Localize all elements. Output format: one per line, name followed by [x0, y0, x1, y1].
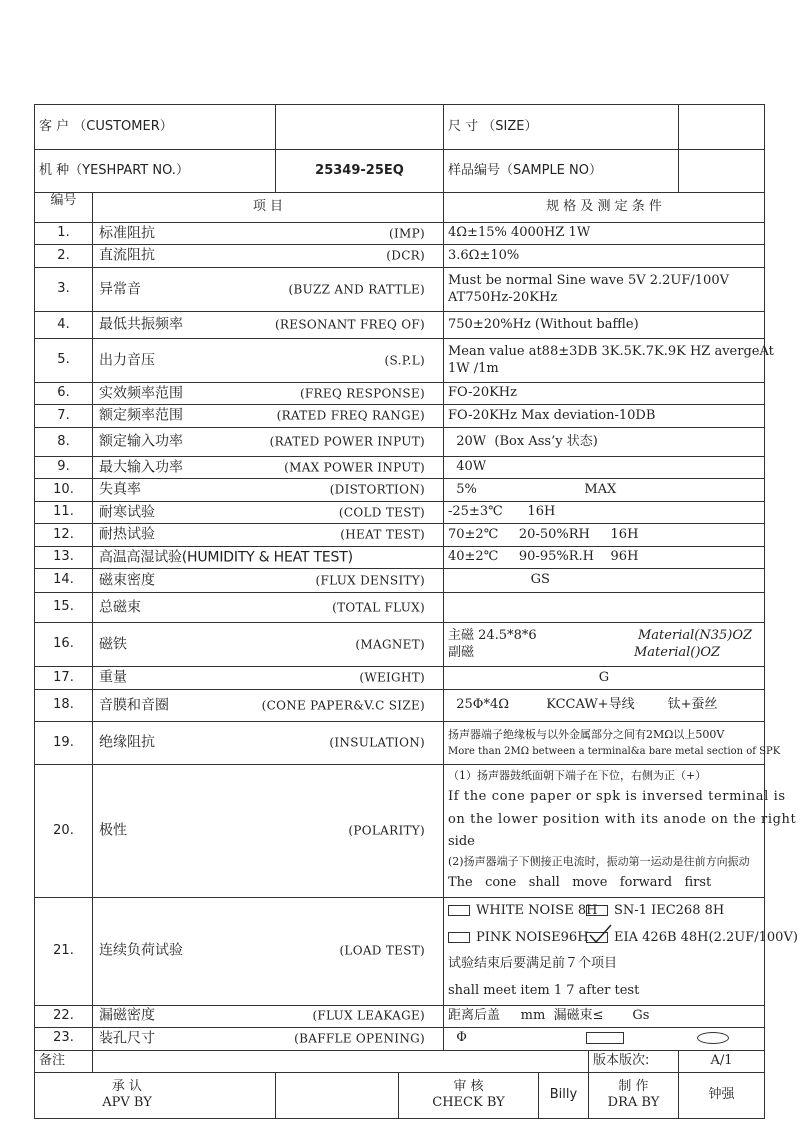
row-number: 8.: [35, 428, 93, 457]
item-en: (FREQ RESPONSE): [299, 386, 425, 400]
check-label-en: CHECK BY: [432, 1095, 505, 1111]
row-spec: [444, 268, 765, 312]
row-item: [93, 479, 444, 502]
item-zh: 耐热试验: [99, 526, 155, 543]
spec-line: (2)扬声器端子下侧接正电流时，振动第一运动是往前方向振动: [448, 855, 750, 869]
row-item: [93, 623, 444, 667]
table-row: [35, 383, 765, 405]
item-zh: 出力音压: [99, 351, 155, 368]
spec-line: If the cone paper or spk is inversed terminal is: [448, 789, 786, 805]
item-en: (LOAD TEST): [339, 943, 425, 958]
item-en: (IMP): [389, 226, 425, 240]
white-noise-checkbox[interactable]: [448, 905, 470, 916]
spec-line: side: [448, 834, 475, 849]
version-label: 版本版次:: [589, 1050, 679, 1072]
row-item: [93, 1027, 444, 1050]
size-value: [679, 105, 765, 150]
row-item: [93, 339, 444, 383]
table-row: [35, 245, 765, 268]
row-spec: [444, 722, 781, 765]
row-spec: [444, 593, 765, 623]
item-en: (WEIGHT): [359, 670, 425, 685]
check-mark-icon: [587, 924, 613, 944]
row-item: [93, 722, 444, 765]
spec-line: Mean value at88±3DB 3K.5K.7K.9K HZ avergeAt: [448, 344, 774, 360]
table-row: [35, 765, 765, 898]
load-note-zh: 试验结束后要满足前７个项目: [448, 956, 618, 972]
row-spec: 750±20%Hz (Without baffle): [444, 312, 765, 339]
item-en: (RATED POWER INPUT): [269, 434, 425, 449]
item-zh: 耐寒试验: [99, 503, 155, 520]
table-row: [35, 1005, 765, 1027]
item-zh: 音膜和音圈: [99, 696, 169, 713]
row-item: [93, 547, 444, 569]
magnet-sub: 副磁: [448, 644, 475, 660]
spec-line: 1W /1m: [448, 360, 499, 376]
item-zh: 额定频率范围: [99, 407, 183, 424]
item-en: (BUZZ AND RATTLE): [288, 282, 425, 296]
table-row: [35, 898, 765, 1006]
customer-label: 客 户 （CUSTOMER）: [35, 105, 276, 150]
spec-line: The cone shall move forward first: [448, 875, 712, 891]
sn1-label: SN-1 IEC268 8H: [614, 903, 725, 918]
row-number: 3.: [35, 268, 93, 312]
spec-line: （1）扬声器鼓纸面朝下端子在下位，右侧为正（+）: [448, 769, 707, 783]
item-zh: 额定输入功率: [99, 433, 183, 450]
row-spec: 40W: [444, 457, 765, 479]
item-en: (BAFFLE OPENING): [294, 1031, 425, 1046]
load-note-en: shall meet item 1 7 after test: [448, 982, 640, 998]
item-zh: 连续负荷试验: [99, 942, 183, 959]
row-item: [93, 690, 444, 722]
row-number: 9.: [35, 457, 93, 479]
row-spec: [444, 339, 774, 383]
row-number: 12.: [35, 524, 93, 547]
row-spec: [444, 623, 765, 667]
item-en: (COLD TEST): [338, 505, 425, 519]
load-line-2: [448, 925, 798, 952]
item-zh: 异常音: [99, 280, 141, 297]
table-row: [35, 547, 765, 569]
row-number: 19.: [35, 722, 93, 765]
table-row: [35, 1027, 765, 1050]
item-zh: 最低共振频率: [99, 316, 183, 333]
size-label: 尺 寸 （SIZE）: [444, 105, 679, 150]
table-row: [35, 667, 765, 690]
row-spec: FO-20KHz: [444, 383, 765, 405]
row-item: [93, 593, 444, 623]
row-spec: [444, 898, 798, 1006]
row-number: 5.: [35, 339, 93, 383]
item-en: (CONE PAPER&V.C SIZE): [261, 698, 425, 712]
part-value: 25349-25EQ: [276, 150, 444, 193]
item-zh: 直流阻抗: [99, 247, 155, 264]
table-row: [35, 223, 765, 245]
row-number: 14.: [35, 569, 93, 593]
table-row: [35, 428, 765, 457]
row-item: [93, 268, 444, 312]
apv-label-en: APV BY: [102, 1095, 152, 1111]
item-zh: 磁铁: [99, 635, 127, 652]
row-item: [93, 245, 444, 268]
row-number: 21.: [35, 898, 93, 1006]
part-label: 机 种（YESHPART NO.）: [35, 150, 276, 193]
row-item: [93, 1005, 444, 1027]
row-number: 18.: [35, 690, 93, 722]
row-spec: FO-20KHz Max deviation-10DB: [444, 405, 765, 428]
row-number: 22.: [35, 1005, 93, 1027]
row-spec: 40±2℃ 90-95%R.H 96H: [444, 547, 765, 569]
item-en: (FLUX DENSITY): [315, 573, 425, 587]
check-signature: Billy: [539, 1072, 589, 1118]
row-item: [93, 524, 444, 547]
apv-label: [35, 1072, 276, 1118]
row-number: 20.: [35, 765, 93, 898]
oval-shape-icon: [697, 1032, 729, 1044]
table-row: [35, 524, 765, 547]
row-spec: 4Ω±15% 4000HZ 1W: [444, 223, 765, 245]
row-number: 13.: [35, 547, 93, 569]
customer-value: [276, 105, 444, 150]
eia-label: EIA 426B 48H(2.2UF/100V): [614, 929, 798, 945]
item-en: (MAGNET): [355, 637, 425, 651]
item-en: (MAX POWER INPUT): [284, 460, 425, 474]
item-zh: 标准阻抗: [99, 224, 155, 241]
magnet-sub-material: Material()OZ: [634, 644, 721, 660]
item-zh: 漏磁密度: [99, 1007, 155, 1024]
row-spec: 70±2℃ 20-50%RH 16H: [444, 524, 765, 547]
spec-line: AT750Hz-20KHz: [448, 289, 558, 305]
item-zh: 重量: [99, 669, 127, 686]
row-item: [93, 898, 444, 1006]
row-number: 4.: [35, 312, 93, 339]
apv-signature: [276, 1072, 399, 1118]
row-number: 1.: [35, 223, 93, 245]
item-zh: 装孔尺寸: [99, 1029, 155, 1046]
baffle-diameter: Φ: [448, 1030, 467, 1046]
row-number: 15.: [35, 593, 93, 623]
table-row: [35, 457, 765, 479]
table-row: [35, 722, 765, 765]
white-noise-label: WHITE NOISE 8H: [476, 903, 598, 918]
item-zh: 实效频率范围: [99, 384, 183, 401]
row-number: 2.: [35, 245, 93, 268]
row-spec: 距离后盖 mm 漏磁束≤ Gs: [444, 1005, 765, 1027]
pink-noise-label: PINK NOISE96H: [476, 929, 589, 945]
item-zh: 失真率: [99, 481, 141, 498]
row-number: 7.: [35, 405, 93, 428]
spec-line: Must be normal Sine wave 5V 2.2UF/100V: [448, 273, 729, 289]
row-spec: GS: [444, 569, 765, 593]
row-spec: 3.6Ω±10%: [444, 245, 765, 268]
dra-label-zh: 制 作: [618, 1078, 649, 1094]
row-item: [93, 569, 444, 593]
row-item: [93, 428, 444, 457]
row-spec: [444, 1027, 765, 1050]
table-row: [35, 502, 765, 524]
item-zh: 绝缘阻抗: [99, 734, 155, 751]
eia-checkbox[interactable]: [586, 932, 608, 943]
magnet-main-line: [448, 628, 760, 644]
row-number: 17.: [35, 667, 93, 690]
item-en: (FLUX LEAKAGE): [312, 1008, 425, 1023]
spec-line: on the lower position with its anode on the right: [448, 811, 797, 827]
row-spec: 20W (Box Ass’y 状态): [444, 428, 765, 457]
row-number: 11.: [35, 502, 93, 524]
dra-signature: 钟强: [679, 1072, 765, 1118]
magnet-main: 主磁 24.5*8*6: [448, 628, 537, 644]
signature-row: [35, 1072, 765, 1118]
sample-label: 样品编号（SAMPLE NO）: [444, 150, 679, 193]
row-spec: 25Φ*4Ω KCCAW+导线 钛+蚕丝: [444, 690, 765, 722]
row-spec: -25±3℃ 16H: [444, 502, 765, 524]
row-item: [93, 223, 444, 245]
item-en: (RATED FREQ RANGE): [276, 408, 425, 423]
row-item: [93, 765, 444, 898]
column-header-row: [35, 193, 765, 223]
table-row: [35, 623, 765, 667]
spec-line: 扬声器端子绝缘板与以外金属部分之间有2MΩ以上500V: [448, 727, 725, 741]
row-spec: [444, 765, 797, 898]
row-spec: G: [444, 667, 765, 690]
dra-label-en: DRA BY: [607, 1095, 660, 1111]
item-zh: 极性: [99, 822, 127, 839]
item-en: (S.P.L): [384, 353, 425, 367]
row-number: 6.: [35, 383, 93, 405]
version-value: A/1: [679, 1050, 765, 1072]
item-zh: 总磁束: [99, 598, 141, 615]
check-label: [399, 1072, 539, 1118]
item-en: (HEAT TEST): [340, 527, 425, 542]
item-zh: 最大输入功率: [99, 458, 183, 475]
table-row: [35, 405, 765, 428]
remarks-label: 备注: [35, 1050, 93, 1072]
table-row: [35, 268, 765, 312]
item-en: (RESONANT FREQ OF): [274, 317, 425, 332]
item-zh: 磁束密度: [99, 571, 155, 588]
row-item: [93, 667, 444, 690]
part-row: [35, 150, 765, 193]
table-row: [35, 690, 765, 722]
check-label-zh: 审 核: [453, 1078, 484, 1094]
spec-sheet-table: [34, 104, 798, 1119]
pink-noise-checkbox[interactable]: [448, 932, 470, 943]
item-en: (DCR): [386, 248, 425, 263]
table-row: [35, 339, 765, 383]
remarks-value: [93, 1050, 589, 1072]
col-no-header: 编号: [35, 193, 93, 223]
remarks-row: [35, 1050, 765, 1072]
spec-line: More than 2MΩ between a terminal&a bare metal section of SPK: [448, 745, 781, 757]
row-item: [93, 502, 444, 524]
dra-label: [589, 1072, 679, 1118]
row-number: 10.: [35, 479, 93, 502]
item-en: (DISTORTION): [329, 482, 425, 497]
load-line-1: [448, 898, 760, 925]
table-row: [35, 593, 765, 623]
item-en: (POLARITY): [348, 823, 425, 838]
customer-row: [35, 105, 765, 150]
col-spec-header: 规 格 及 测 定 条 件: [444, 193, 765, 223]
item-en: (INSULATION): [329, 735, 425, 750]
row-number: 23.: [35, 1027, 93, 1050]
sn1-checkbox[interactable]: [586, 905, 608, 916]
row-item: [93, 312, 444, 339]
row-number: 16.: [35, 623, 93, 667]
magnet-sub-line: [448, 645, 760, 661]
item-en: (TOTAL FLUX): [332, 600, 425, 614]
row-item: [93, 405, 444, 428]
rectangle-shape-icon: [586, 1032, 624, 1044]
table-row: [35, 312, 765, 339]
col-item-header: 项 目: [93, 193, 444, 223]
row-item: [93, 457, 444, 479]
magnet-main-material: Material(N35)OZ: [638, 628, 753, 644]
table-row: [35, 479, 765, 502]
item-zh: 高温高湿试验(HUMIDITY & HEAT TEST): [99, 548, 353, 565]
row-item: [93, 383, 444, 405]
table-row: [35, 569, 765, 593]
sample-value: [679, 150, 765, 193]
apv-label-zh: 承 认: [111, 1078, 143, 1094]
row-spec: 5% MAX: [444, 479, 765, 502]
